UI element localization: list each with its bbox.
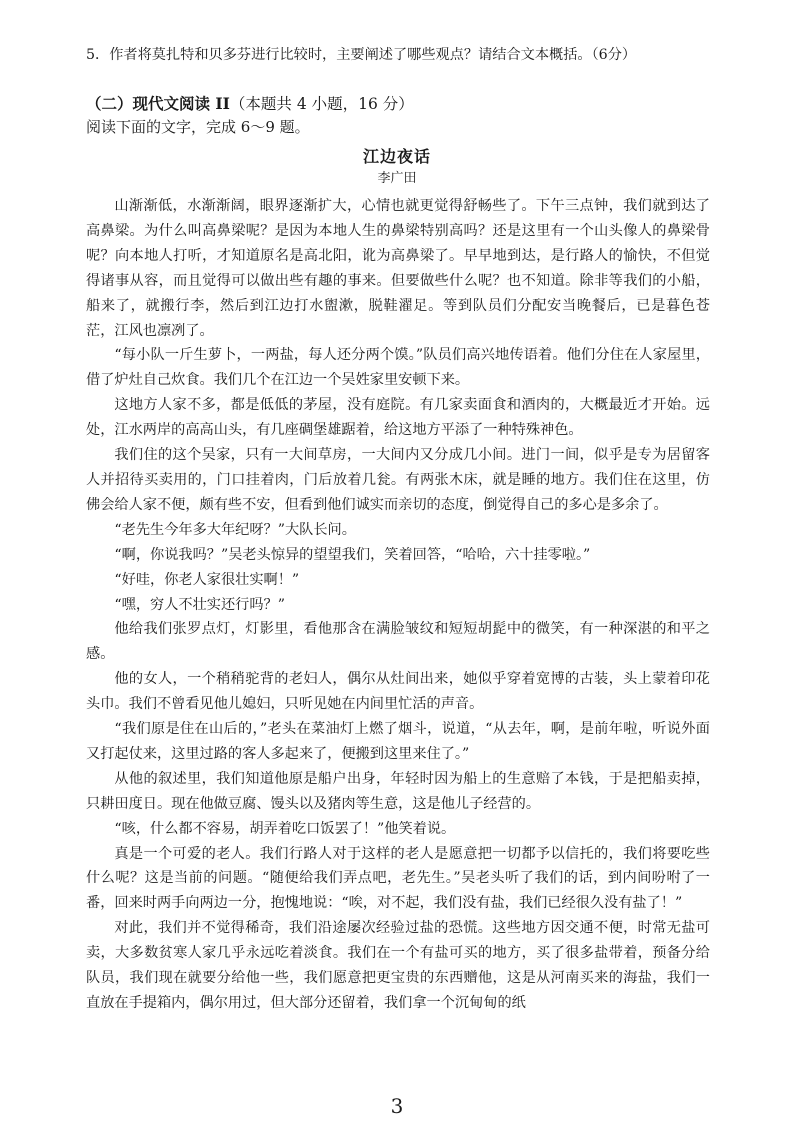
article-title: 江边夜话 — [362, 147, 431, 166]
article-author: 李广田 — [377, 171, 417, 186]
paragraph: “啊，你说我吗？”吴老头惊异的望望我们，笑着回答，“哈哈，六十挂零啦。” — [114, 546, 591, 563]
paragraph: “好哇，你老人家很壮实啊！” — [114, 571, 300, 588]
question-5: 5．作者将莫扎特和贝多芬进行比较时，主要阐述了哪些观点？请结合文本概括。（6分） — [86, 47, 637, 63]
section-heading — [86, 93, 726, 115]
reading-instruction: 阅读下面的文字，完成 6～9 题。 — [86, 118, 310, 136]
paragraph: 真是一个可爱的老人。我们行路人对于这样的老人是愿意把一切都予以信托的，我们将要吃些什么呢？这是当前的问题。“随便给我们弄点吧，老先生。”吴老头听了我们的话，到内间吩咐了一番，回来时两手向两边一分，抱愧地说：“唉，对不起，我们没有盐，我们已经很久没有盐了！” — [86, 845, 710, 912]
section-title: （二）现代文阅读 II — [86, 94, 230, 113]
paragraph: 我们住的这个吴家，只有一大间草房，一大间内又分成几小间。进门一间，似乎是专为居留客人并招待买卖用的，门口挂着肉，门后放着几瓮。有两张木床，就是睡的地方。我们住在这里，仿佛会给人家不便，颇有些不安，但看到他们诚实而亲切的态度，倒觉得自己的多心是多余了。 — [86, 447, 710, 513]
paragraph: “嘿，穷人不壮实还行吗？” — [114, 596, 285, 613]
paragraph: “咳，什么都不容易，胡弄着吃口饭罢了！”他笑着说。 — [114, 820, 456, 837]
paragraph: “每小队一斤生萝卜，一两盐，每人还分两个馍。”队员们高兴地传语着。他们分住在人家屋里，借了炉灶自己炊食。我们几个在江边一个吴姓家里安顿下来。 — [86, 347, 710, 389]
paragraph: 他给我们张罗点灯，灯影里，看他那含在满脸皱纹和短短胡髭中的微笑，有一种深湛的和平之感。 — [86, 621, 710, 663]
paragraph: 从他的叙述里，我们知道他原是船户出身，年轻时因为船上的生意赔了本钱，于是把船卖掉，只耕田度日。现在他做豆腐、馒头以及猪肉等生意，这是他儿子经营的。 — [86, 770, 710, 812]
paragraph: 这地方人家不多，都是低低的茅屋，没有庭院。有几家卖面食和酒肉的，大概最近才开始。远处，江水两岸的高高山头，有几座碉堡雄踞着，给这地方平添了一种特殊神色。 — [86, 397, 710, 439]
section-note: （本题共 4 小题，16 分） — [229, 95, 414, 113]
paragraph: “老先生今年多大年纪呀？”大队长问。 — [114, 521, 356, 538]
paragraph: 山渐渐低，水渐渐阔，眼界逐渐扩大，心情也就更觉得舒畅些了。下午三点钟，我们就到达了高鼻梁。为什么叫高鼻梁呢？是因为本地人生的鼻梁特别高吗？还是这里有一个山头像人的鼻梁骨呢？向本地人打听，才知道原名是高北阳，讹为高鼻梁了。早早地到达，是行路人的愉快，不但觉得诸事从容，而且觉得可以做出些有趣的事来。但要做些什么呢？也不知道。除非等我们的小船，船来了，就搬行李，然后到江边打水盥漱，脱鞋濯足。等到队员们分配安当晚餐后，已是暮色苍茫，江风也凛冽了。 — [86, 198, 710, 339]
paragraph: 对此，我们并不觉得稀奇，我们沿途屡次经验过盐的恐慌。这些地方因交通不便，时常无盐可卖，大多数贫寒人家几乎永远吃着淡食。我们在一个有盐可买的地方，买了很多盐带着，预备分给队员，我们现在就要分给他一些，我们愿意把更宝贵的东西赠他，这是从河南买来的海盐，我们一直放在手提箱内，偶尔用过，但大部分还留着，我们拿一个沉甸甸的纸 — [86, 920, 710, 1011]
paragraph: “我们原是住在山后的，”老头在菜油灯上燃了烟斗，说道，“从去年，啊，是前年啦，听说外面又打起仗来，这里过路的客人多起来了，便搬到这里来住了。” — [86, 721, 710, 762]
page-number: 3 — [390, 1094, 404, 1118]
article-body — [86, 194, 710, 1016]
paragraph: 他的女人，一个稍稍驼背的老妇人，偶尔从灶间出来，她似乎穿着宽博的古装，头上蒙着印花头巾。我们不曾看见他儿媳妇，只听见她在内间里忙活的声音。 — [86, 671, 710, 713]
